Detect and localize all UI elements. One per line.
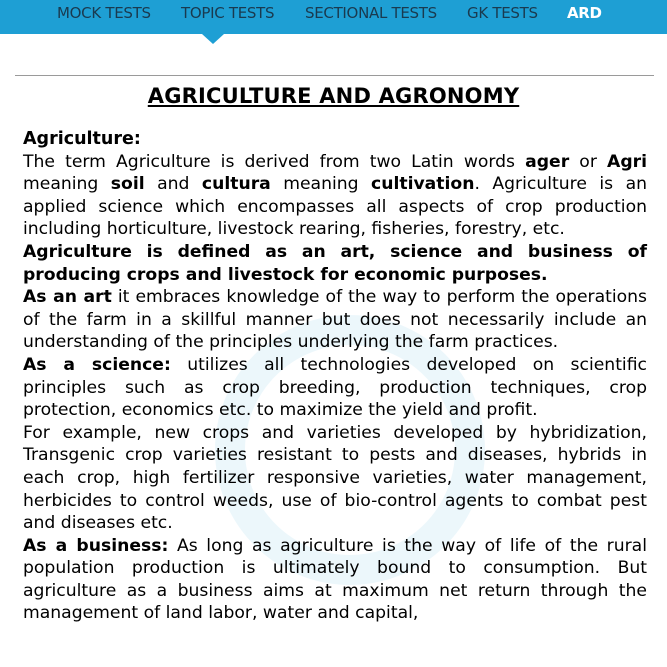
text: utilizes all technologies developed on scientific principles such as crop breeding, production techniques, crop protection, economics etc. to maximize the yield and profit. bbox=[23, 354, 647, 421]
nav-ard[interactable]: ARD bbox=[567, 4, 602, 22]
bold-term: cultura bbox=[201, 174, 271, 195]
text: it embraces knowledge of the way to perform the operations of the farm in a skillful manner but does not necessarily include an understanding of the principles underlying the farm practices. bbox=[23, 287, 648, 353]
nav-mock-tests[interactable]: MOCK TESTS bbox=[57, 4, 151, 22]
paragraph-as-art bbox=[23, 286, 647, 354]
article-body bbox=[23, 128, 647, 625]
paragraph-definition-origin bbox=[23, 151, 647, 241]
bold-term: soil bbox=[110, 174, 145, 195]
nav-topic-tests[interactable]: TOPIC TESTS bbox=[181, 4, 275, 22]
top-navigation-bar bbox=[0, 0, 667, 34]
bold-term: As a science: bbox=[23, 354, 171, 375]
text: As long as agriculture is the way of life of the rural population production is ultimately bound to consumption. But agriculture as a business aims at maximum net return through the management of land labor, water and capital, bbox=[23, 535, 647, 624]
bold-term: As an art bbox=[23, 287, 112, 308]
text: and bbox=[144, 174, 202, 195]
bold-term: Agri bbox=[607, 151, 647, 172]
paragraph-example: For example, new crops and varieties developed by hybridization, Transgenic crop varieties resistant to pests and diseases, hybrids in each crop, high fertilizer responsive varieties, water management, herbicides to control weeds, use of bio-control agents to combat pest and diseases etc. bbox=[23, 422, 647, 534]
text: or bbox=[569, 151, 608, 172]
bold-term: ager bbox=[525, 151, 570, 172]
paragraph-as-science bbox=[23, 354, 647, 422]
divider bbox=[15, 75, 654, 76]
text: . Agriculture is an applied science which encompasses all aspects of crop production including horticulture, livestock rearing, fisheries, forestry, etc. bbox=[23, 174, 647, 240]
nav-sectional-tests[interactable]: SECTIONAL TESTS bbox=[305, 4, 437, 22]
section-heading: Agriculture: bbox=[23, 129, 141, 149]
bold-term: cultivation bbox=[371, 174, 475, 195]
text: meaning bbox=[23, 174, 111, 195]
text: The term Agriculture is derived from two Latin words bbox=[23, 151, 526, 172]
nav-gk-tests[interactable]: GK TESTS bbox=[467, 4, 538, 22]
paragraph-definition: Agriculture is defined as an art, science and business of producing crops and livestock for economic purposes. bbox=[23, 241, 647, 285]
page-title: AGRICULTURE AND AGRONOMY bbox=[147, 84, 520, 108]
paragraph-as-business bbox=[23, 535, 647, 625]
bold-term: As a business: bbox=[23, 535, 169, 556]
text: meaning bbox=[270, 174, 372, 195]
active-tab-caret bbox=[202, 34, 224, 44]
